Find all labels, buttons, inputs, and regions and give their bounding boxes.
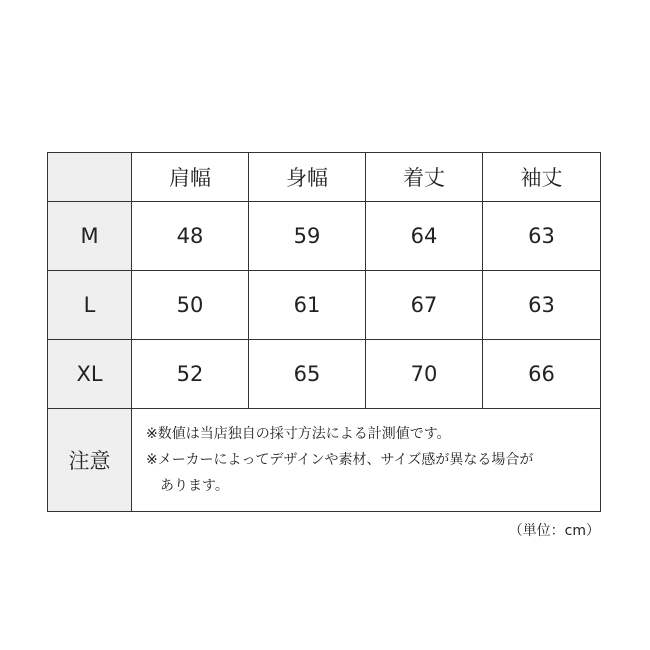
column-header-sleeve-length: 袖丈: [483, 153, 601, 202]
notes-text: [132, 409, 601, 512]
size-label: L: [48, 271, 132, 340]
unit-label: （単位：cm）: [508, 523, 600, 539]
table-cell: 63: [483, 271, 601, 340]
corner-cell: [48, 153, 132, 202]
table-cell: 61: [249, 271, 366, 340]
size-chart-table: [47, 152, 601, 512]
header-row: [48, 153, 601, 202]
table-cell: 59: [249, 202, 366, 271]
note-line: あります。: [160, 478, 229, 494]
table-cell: 67: [366, 271, 483, 340]
table-row-m: [48, 202, 601, 271]
note-line: ※数値は当店独自の採寸方法による計測値です。: [146, 426, 451, 442]
column-header-length: 着丈: [366, 153, 483, 202]
column-header-shoulder-width: 肩幅: [132, 153, 249, 202]
table-cell: 65: [249, 340, 366, 409]
size-label: XL: [48, 340, 132, 409]
table-cell: 50: [132, 271, 249, 340]
table-row-l: [48, 271, 601, 340]
table-cell: 66: [483, 340, 601, 409]
notes-row: [48, 409, 601, 512]
table-cell: 64: [366, 202, 483, 271]
table-row-xl: [48, 340, 601, 409]
table-cell: 63: [483, 202, 601, 271]
notes-label: 注意: [48, 409, 132, 512]
size-label: M: [48, 202, 132, 271]
note-line: ※メーカーによってデザインや素材、サイズ感が異なる場合が: [146, 452, 534, 468]
table-cell: 48: [132, 202, 249, 271]
table-cell: 70: [366, 340, 483, 409]
column-header-body-width: 身幅: [249, 153, 366, 202]
table-cell: 52: [132, 340, 249, 409]
